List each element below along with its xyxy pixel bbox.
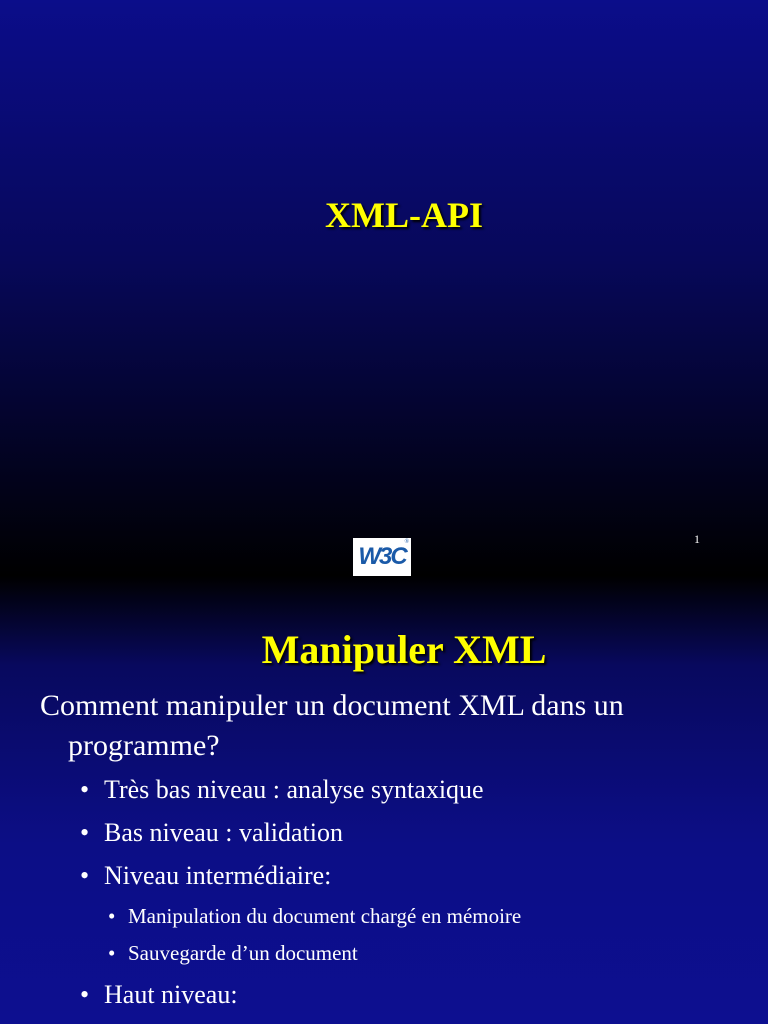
bullet-text: Niveau intermédiaire:	[104, 861, 332, 890]
w3c-logo-text: W3C	[358, 543, 406, 570]
page-number: 1	[694, 532, 700, 546]
sub-bullet-text: Manipulation du document chargé en mémoire	[128, 904, 522, 928]
bullet-text: Haut niveau:	[104, 980, 238, 1009]
slide-2-title: Manipuler XML	[261, 627, 547, 672]
bullet-icon: •	[80, 818, 90, 847]
bullet-text: Très bas niveau : analyse syntaxique	[104, 775, 484, 804]
bullet-icon: •	[80, 775, 90, 804]
list-item	[80, 861, 331, 891]
list-item	[80, 818, 343, 848]
slide-1-title: XML-API	[325, 195, 483, 235]
bullet-icon: •	[108, 941, 116, 965]
sub-list-item	[108, 903, 521, 929]
registered-mark: ®	[404, 539, 409, 545]
bullet-icon: •	[80, 861, 90, 890]
bullet-icon: •	[80, 980, 90, 1009]
bullet-text: Bas niveau : validation	[104, 818, 344, 847]
bullet-icon: •	[108, 904, 116, 928]
list-item	[80, 980, 238, 1010]
slide-2	[0, 576, 768, 1024]
intro-paragraph: Comment manipuler un document XML dans un programme?	[40, 689, 624, 762]
sub-bullet-text: Sauvegarde d’un document	[128, 941, 358, 965]
sub-list-item	[108, 940, 358, 966]
w3c-logo	[353, 538, 411, 576]
list-item	[80, 775, 484, 805]
